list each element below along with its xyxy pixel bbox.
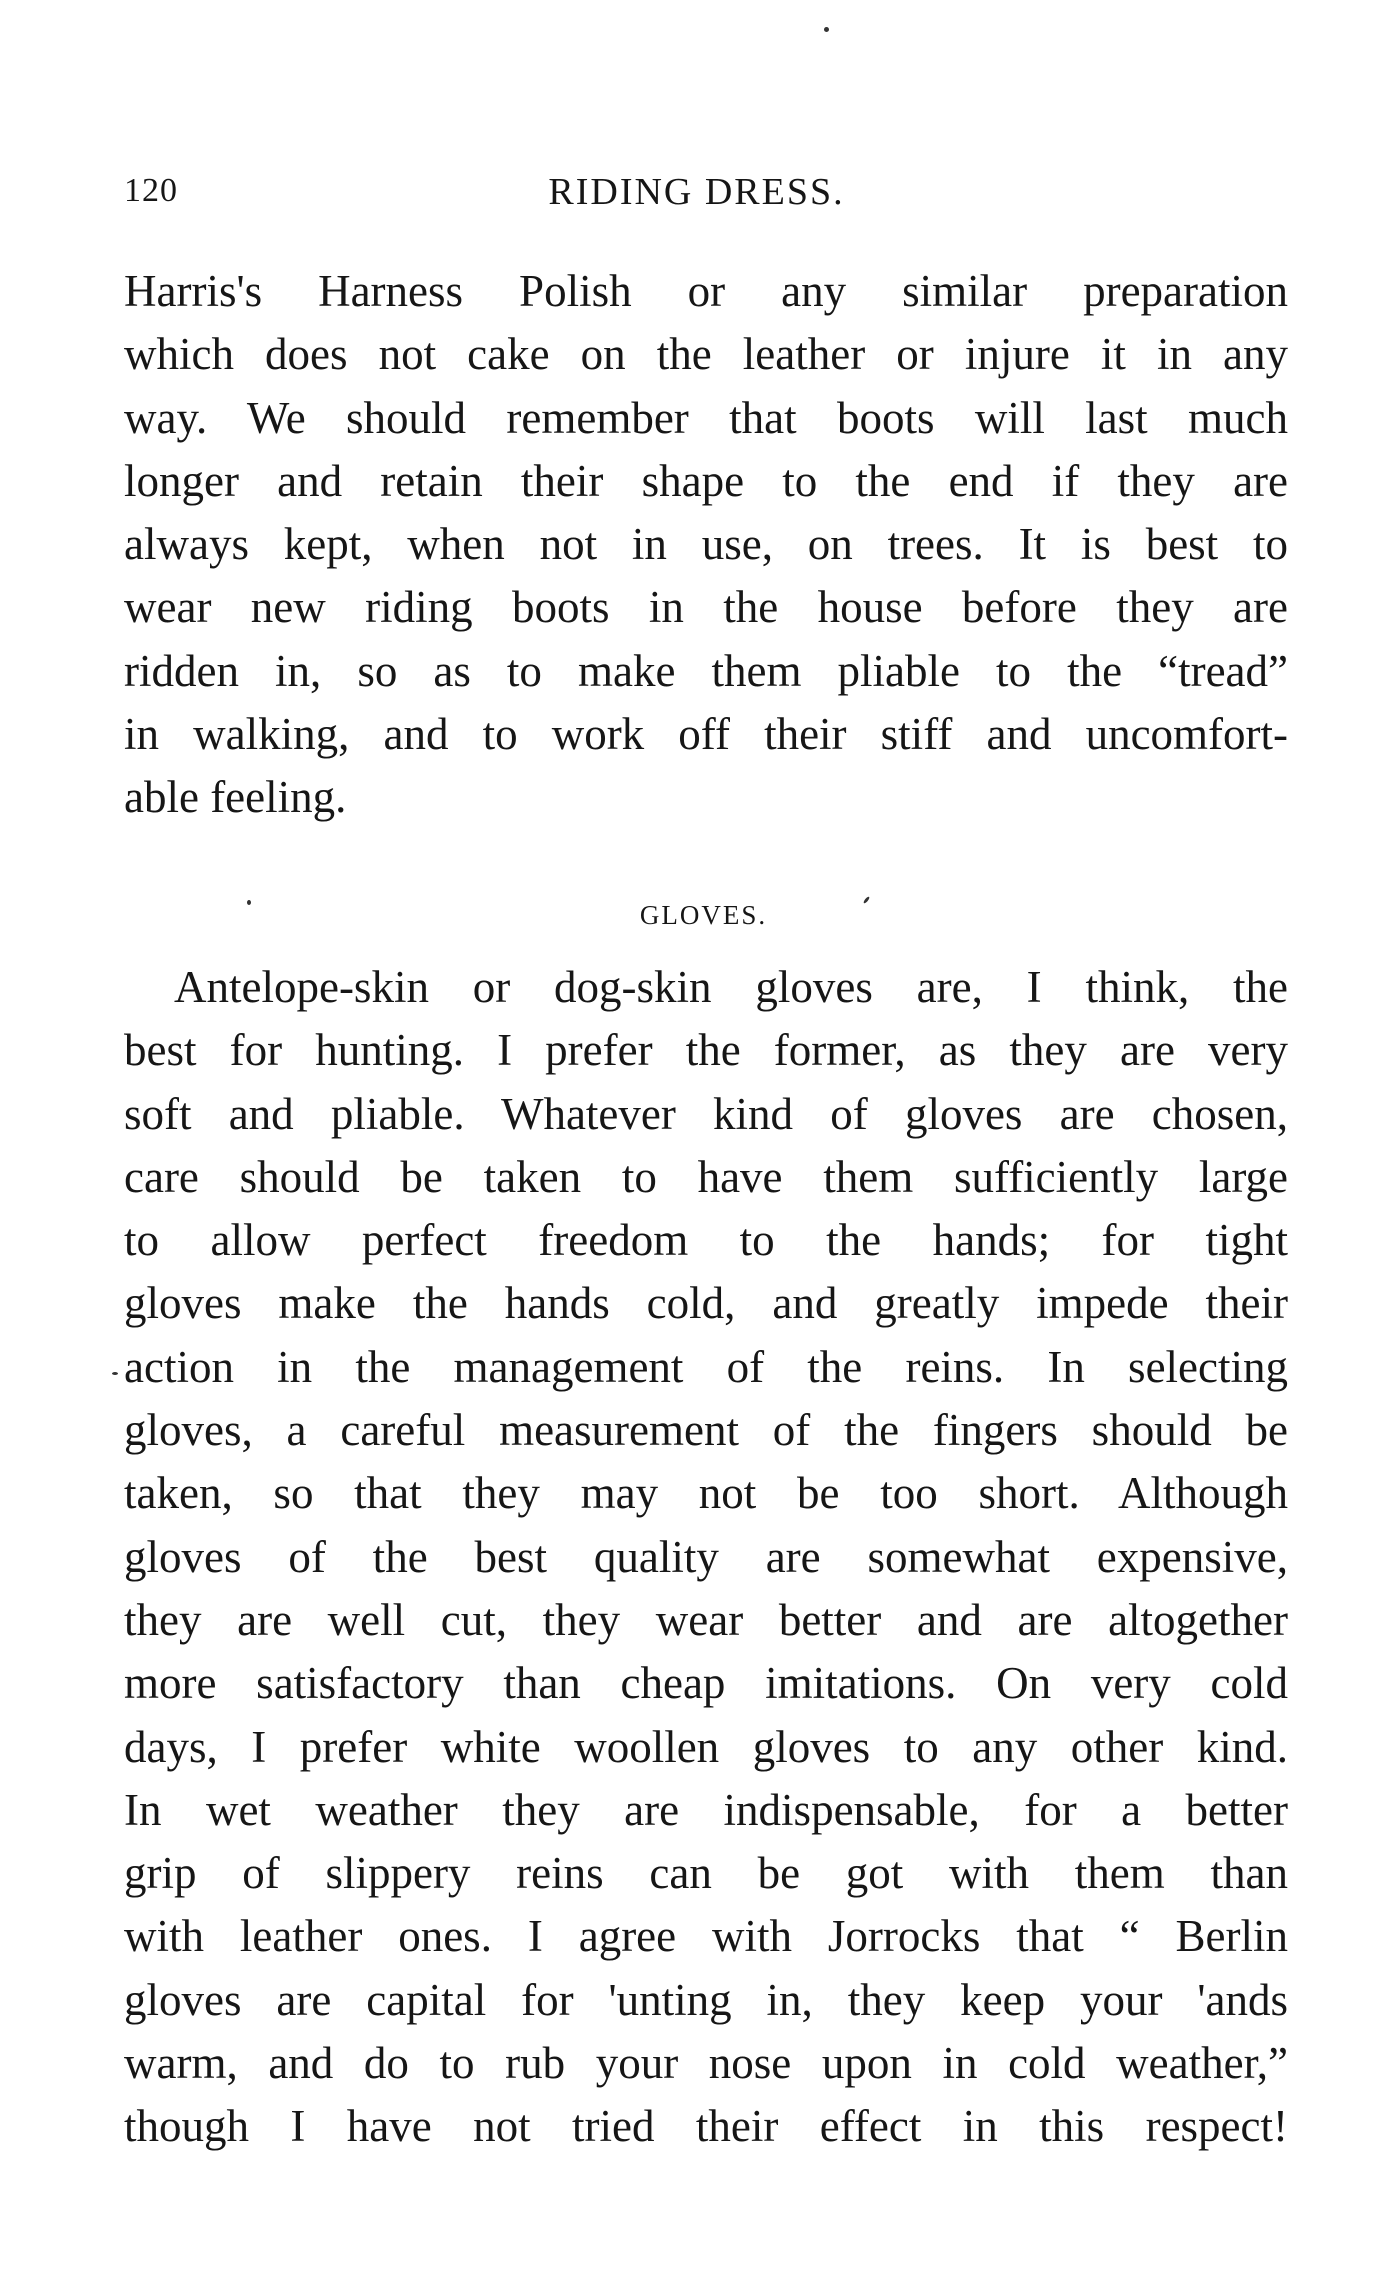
text-line: always kept, when not in use, on trees. It is best to bbox=[124, 519, 1288, 570]
text-line: with leather ones. I agree with Jorrocks that “ Berlin bbox=[124, 1911, 1288, 1962]
text-line: days, I prefer white woollen gloves to any other kind. bbox=[124, 1721, 1288, 1772]
text-line: more satisfactory than cheap imitations. On very cold bbox=[124, 1658, 1288, 1709]
text-line: Antelope-skin or dog-skin gloves are, I think, the bbox=[174, 962, 1288, 1012]
text-line: action in the management of the reins. In selecting bbox=[124, 1341, 1288, 1392]
text-line: best for hunting. I prefer the former, as they are very bbox=[124, 1025, 1288, 1076]
scan-speck bbox=[112, 1372, 118, 1375]
scan-speck bbox=[824, 27, 829, 32]
text-line: way. We should remember that boots will last much bbox=[124, 392, 1288, 443]
page-number: 120 bbox=[124, 172, 178, 209]
text-line: they are well cut, they wear better and are altogether bbox=[124, 1594, 1288, 1645]
text-line: wear new riding boots in the house before they are bbox=[124, 582, 1288, 633]
section-heading: GLOVES. bbox=[639, 900, 768, 930]
text-line: ridden in, so as to make them pliable to the “tread” bbox=[124, 645, 1288, 696]
text-line: able feeling. bbox=[124, 772, 347, 823]
text-line: gloves make the hands cold, and greatly impede their bbox=[124, 1278, 1288, 1329]
text-line: gloves are capital for 'unting in, they keep your 'ands bbox=[124, 1974, 1288, 2025]
text-line: soft and pliable. Whatever kind of gloves are chosen, bbox=[124, 1088, 1288, 1139]
text-line: grip of slippery reins can be got with them than bbox=[124, 1848, 1288, 1899]
paragraph-boots bbox=[124, 260, 1288, 830]
text-line: to allow perfect freedom to the hands; for tight bbox=[124, 1215, 1288, 1266]
text-line: gloves, a careful measurement of the fingers should be bbox=[124, 1405, 1288, 1456]
text-line: which does not cake on the leather or injure it in any bbox=[124, 329, 1288, 380]
text-line: In wet weather they are indispensable, for a better bbox=[124, 1784, 1288, 1835]
running-title: RIDING DRESS. bbox=[548, 171, 845, 213]
text-line: longer and retain their shape to the end if they are bbox=[124, 455, 1288, 506]
text-line: gloves of the best quality are somewhat expensive, bbox=[124, 1531, 1288, 1582]
text-line: care should be taken to have them sufficiently large bbox=[124, 1151, 1288, 1202]
paragraph-gloves bbox=[124, 956, 1288, 2159]
text-line: in walking, and to work off their stiff and uncomfort- bbox=[124, 709, 1288, 760]
text-line: taken, so that they may not be too short. Although bbox=[124, 1468, 1288, 1519]
text-line: though I have not tried their effect in this respect! bbox=[124, 2101, 1288, 2152]
text-line: warm, and do to rub your nose upon in cold weather,” bbox=[124, 2038, 1288, 2089]
text-line: Harris's Harness Polish or any similar preparation bbox=[124, 266, 1288, 316]
